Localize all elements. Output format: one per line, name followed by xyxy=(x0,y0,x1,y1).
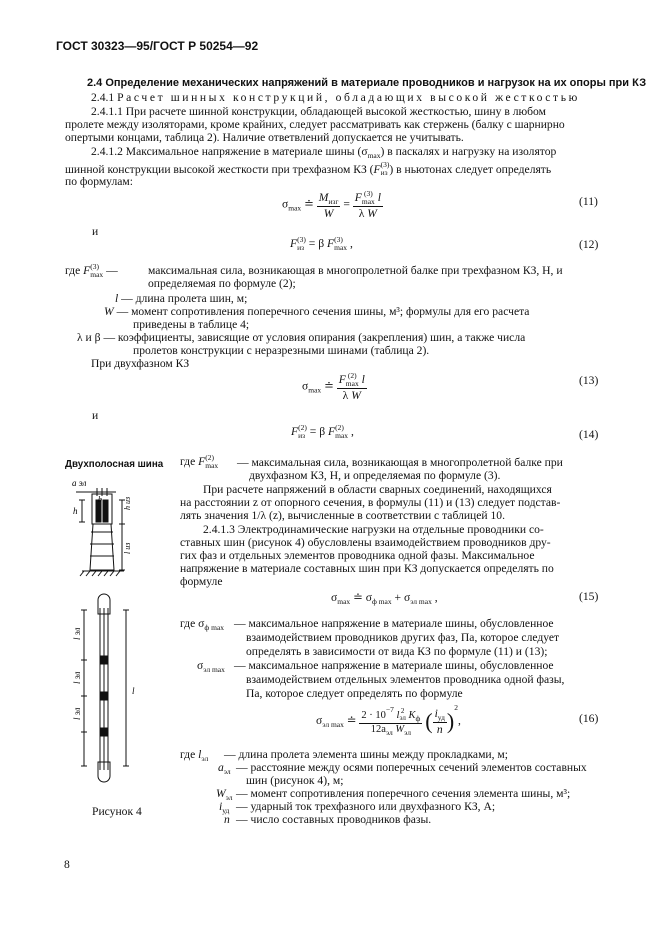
label-h-iz: h из xyxy=(123,496,132,510)
def-W-line1: W — момент сопротивления поперечного сечения шины, м³; формулы для его расчета xyxy=(104,305,530,318)
label-a-el: a эл xyxy=(72,478,87,488)
where-f3max-symbol: где F (3) max — xyxy=(65,262,118,279)
label-b: b xyxy=(98,495,102,504)
def-W-el-symbol: $W_{эл}$ xyxy=(216,787,233,802)
where-f2max-symbol: где F (2) max xyxy=(180,453,219,470)
equation-15: $\sigma_{max}$ ≐ $\sigma_{ф max} + \sigma_{эл max}$ , xyxy=(331,591,438,606)
para-2-4-1-1-line3: опертыми концами, таблица 2). Наличие ответвлений допускается не учитывать. xyxy=(65,131,464,144)
def-lambda-beta-line1: λ и β — коэффициенты, зависящие от условия опирания (закрепления) шин, а также числа xyxy=(77,331,526,344)
welds-line1: При расчете напряжений в области сварных соединений, находящихся xyxy=(203,483,552,496)
def-a-el-symbol: $a_{эл}$ xyxy=(218,761,231,776)
def-lambda-beta-line2: пролетов конструкции с неразрезными шинами (таблица 2). xyxy=(133,344,430,357)
document-header: ГОСТ 30323—95/ГОСТ Р 50254—92 xyxy=(56,39,259,53)
equation-12: F (3) из = β F (3) max , xyxy=(290,235,353,252)
def-i-ud-line1: — ударный ток трехфазного или двухфазного КЗ, А; xyxy=(236,800,496,813)
welds-line2: на расстоянии z от опорного сечения, в формулы (11) и (13) следует подстав- xyxy=(180,496,561,509)
where-f2max-line2: двухфазном КЗ, Н, и определяемая по формуле (3). xyxy=(249,469,501,482)
equation-13-number: (13) xyxy=(579,374,599,387)
label-l: l xyxy=(132,686,135,696)
def-W-el-line1: — момент сопротивления поперечного сечения элемента шины, м³; xyxy=(236,787,571,800)
def-sigma-el-line2: взаимодействием отдельных элементов проводника одной фазы, xyxy=(246,673,565,686)
def-sigma-f-symbol: где $\sigma_{ф max}$ xyxy=(180,617,225,632)
and-connector-2: и xyxy=(92,409,99,422)
two-phase-intro: При двухфазном КЗ xyxy=(91,357,190,370)
figure-4-two-strip-bus xyxy=(62,470,177,800)
equation-16: $\sigma_{эл max}$ ≐ $2 \cdot 10^{-7}$ l 2 эл $K_ф$ $12a_{эл}$ $W_{эл}$ ( $\frac{i_{уд}}{n}$ )$^2$, xyxy=(316,703,461,738)
def-sigma-f-line3: определять в зависимости от вида КЗ по формуле (11) и (13); xyxy=(246,645,548,658)
para-2-4-1-3-line4: напряжение в материале составных шин при КЗ допускается определять по xyxy=(180,562,554,575)
def-sigma-el-symbol: $\sigma_{эл max}$ xyxy=(197,659,225,674)
equation-14: F (2) из = β F (2) max , xyxy=(291,423,354,440)
figure-caption: Рисунок 4 xyxy=(92,805,142,818)
para-2-4-1-3-line5: формуле xyxy=(180,575,223,588)
label-h: h xyxy=(73,506,78,516)
equation-16-number: (16) xyxy=(579,712,599,725)
where-f3max-line1: максимальная сила, возникающая в многопролетной балке при трехфазном КЗ, Н, и xyxy=(148,264,563,277)
def-a-el-line1: — расстояние между осями поперечных сечений элементов составных xyxy=(236,761,587,774)
where-f3max-line2: определяемая по формуле (2); xyxy=(148,277,296,290)
para-2-4-1-2-line3: по формулам: xyxy=(65,175,133,188)
para-2-4-1-3-line1: 2.4.1.3 Электродинамические нагрузки на отдельные проводники со- xyxy=(203,523,544,536)
equation-11-number: (11) xyxy=(579,195,598,208)
welds-line3: лять значения 1/λ (z), вычисленные в соответствии с таблицей 10. xyxy=(180,509,505,522)
and-connector-1: и xyxy=(92,225,99,238)
def-a-el-line2: шин (рисунок 4), м; xyxy=(246,774,344,787)
equation-14-number: (14) xyxy=(579,428,599,441)
label-l-iz: l из xyxy=(123,542,132,554)
para-2-4-1-1-line1: 2.4.1.1 При расчете шинной конструкции, обладающей высокой жесткостью, шину в любом xyxy=(91,105,546,118)
def-l-el-symbol: где $l_{эл}$ xyxy=(180,748,209,763)
label-l-el-3: l эл xyxy=(72,707,82,720)
para-2-4-1-3-line2: ставных шин (рисунок 4) обусловлены взаимодействием проводников дру- xyxy=(180,536,551,549)
page-number: 8 xyxy=(64,858,70,871)
def-n-symbol: n xyxy=(224,813,230,826)
para-2-4-1-1-line2: пролете между изоляторами, кроме крайних, следует рассматривать как стержень (балку с шарнирно xyxy=(65,118,565,131)
para-2-4-1-2-line2: шинной конструкции высокой жесткости при трехфазном КЗ (F (3) из ) в ньютонах следует определять xyxy=(65,160,552,177)
side-label-two-strip-bus: Двухполосная шина xyxy=(65,459,164,470)
para-2-4-1-3-line3: гих фаз и отдельных элементов проводника одной фазы. Максимальное xyxy=(180,549,535,562)
subsection-2-4-1: 2.4.1 Расчет шинных конструкций, обладающих высокой жесткостью xyxy=(91,91,580,104)
equation-12-number: (12) xyxy=(579,238,599,251)
where-f2max-line1: — максимальная сила, возникающая в многопролетной балке при xyxy=(237,456,563,469)
def-sigma-el-line3: Па, которое следует определять по формуле xyxy=(246,687,463,700)
label-l-el-2: l эл xyxy=(72,671,82,684)
def-W-line2: приведены в таблице 4; xyxy=(133,318,250,331)
bus-plan-view xyxy=(81,594,129,782)
def-i-ud-symbol: $i_{уд}$ xyxy=(219,800,230,815)
equation-13: $\sigma_{max}$ ≐ F (2) max l λ W xyxy=(302,371,365,402)
def-sigma-f-line1: — максимальное напряжение в материале шины, обусловленное xyxy=(234,617,554,630)
def-n-line1: — число составных проводников фазы. xyxy=(236,813,432,826)
label-l-el-1: l эл xyxy=(72,627,82,640)
def-sigma-f-line2: взаимодействием проводников других фаз, Па, которое следует xyxy=(246,631,560,644)
def-sigma-el-line1: — максимальное напряжение в материале шины, обусловленное xyxy=(234,659,554,672)
para-2-4-1-2-line1: 2.4.1.2 Максимальное напряжение в материале шины $(\sigma_{max})$ в паскалях и нагрузку на изолятор xyxy=(91,145,557,160)
section-title: 2.4 Определение механических напряжений в материале проводников и нагрузок на их опоры при КЗ xyxy=(87,77,647,89)
equation-11: $\sigma_{max}$ ≐ $\frac{M_{изг}}{W}$ = F (3) max l λ W xyxy=(282,189,381,220)
def-l: l — длина пролета шин, м; xyxy=(115,292,248,305)
def-l-el-line1: — длина пролета элемента шины между прокладками, м; xyxy=(224,748,508,761)
equation-15-number: (15) xyxy=(579,590,599,603)
